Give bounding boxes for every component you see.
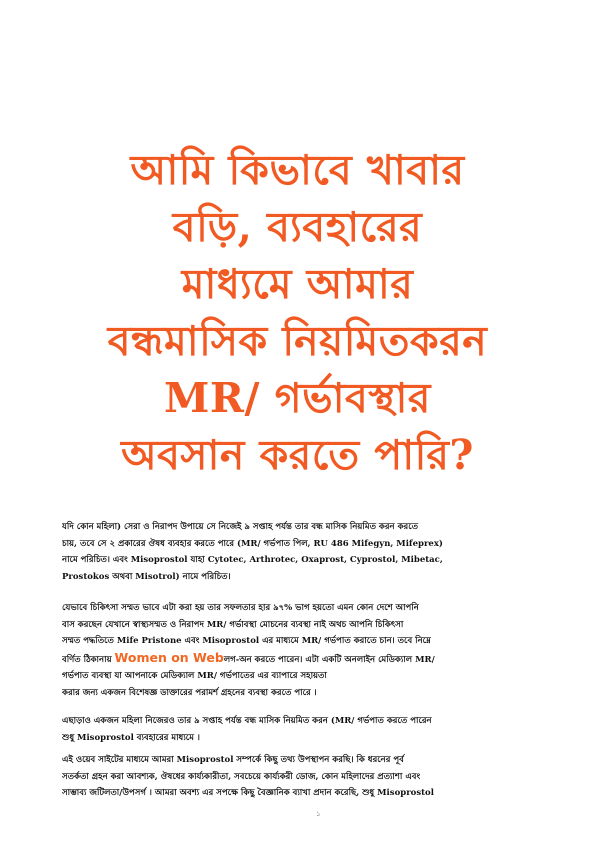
title-line: বন্ধমাসিক নিয়মিতকরন [107,317,488,365]
text-line: সম্মত পদ্ধতিতে Mife Pristone এবং Misoprostol এর মাধ্যমে MR/ গর্ভপাত করাতে চান। তবে নিম্নে [62,636,431,646]
women-on-web-link[interactable]: Women on Web [114,649,224,665]
title-line: MR/ গর্ভাবস্থার [164,374,431,422]
text-line: যদি কোন মহিলা) সেরা ও নিরাপদ উপায়ে সে নিজেই ৯ সপ্তাহ পর্যন্ত তার বন্ধ মাসিক নিয়মিত করন করতে [62,522,418,532]
paragraph-medication-intro [62,519,540,585]
text-line: এই ওয়েব সাইটের মাধ্যমে আমরা Misoprostol সম্পর্কে কিছু তথ্য উপস্থাপন করছি। কি ধরনের পূর্ব [62,755,404,765]
title-line: মাধ্যমে আমার [181,260,414,308]
title-line: আমি কিভাবে খাবার [130,146,465,194]
title-line: অবসান করতে পারি? [121,431,474,479]
title-line: বড়ি, ব্যবহারের [172,203,423,251]
text-line: নামে পরিচিত। এবং Misoprostol যাহা Cytotec, Arthrotec, Oxaprost, Cyprostol, Mibetac, [62,555,443,565]
text-segment: লগ-অন করতে পারেন। এটা একটি অনলাইন মেডিক্যাল MR/ [223,654,435,665]
text-line: চায়, তবে সে ২ প্রকারের ঔষধ ব্যবহার করতে পারে (MR/ গর্ভপাত পিল, RU 486 Mifegyn, Mifeprex) [62,538,443,549]
text-line: করার জন্য একজন বিশেষজ্ঞ ডাক্তারের পরামর্শ গ্রহনের ব্যবস্থা করতে পারে । [62,687,317,698]
text-line: শুধু Misoprostol ব্যবহারের মাধ্যমে । [62,732,200,743]
text-line: গর্ভপাত ব্যবস্থা যা আপনাকে মেডিক্যাল MR/ গর্ভপাতের এর ব্যাপারে সহায়তা [62,671,327,681]
text-line: সাম্ভাব্য জটিলতা/উপসর্গ । আমরা অবশ্য এর সপক্ষে কিছু বৈজ্ঞানিক ব্যাখা প্রদান করেছি, শুধু Misoprostol [62,788,434,798]
page-title [30,142,565,484]
text-segment: বর্ণিত ঠিকানায় [62,654,115,665]
text-line: বাস করছেন যেখানে স্বাস্থ্যসম্মত ও নিরাপদ MR/ গর্ভাবস্থা মোচনের ব্যবস্থা নাই অথচ আপনি চিকিৎসা [62,619,404,630]
page-footer-mark: ১ [316,810,321,818]
text-line: এছাড়াও একজন মহিলা নিজেরও তার ৯ সপ্তাহ পর্যন্ত বন্ধ মাসিক নিয়মিত করন (MR/ গর্ভপাত করতে পারেন [62,716,432,726]
text-line: সতর্কতা গ্রহন করা আবশ্যক, ঔষধের কার্য্যকারীতা, সবচেয়ে কার্য্যকরী ডোজ, কোন মহিলাদের প্রত্যাশা এবং [62,771,421,782]
paragraph-website-info [62,752,540,802]
paragraph-misoprostol-only [62,713,540,746]
text-line-with-link [62,650,540,669]
text-line: Prostokos অথবা Misotrol) নামে পরিচিত। [62,571,231,582]
text-line: যেভাবে চিকিৎসা সম্মত ভাবে এটা করা হয় তার সফলতার হার ৯৭% ভাগ হয়তো এমন কোন দেশে আপনি [62,603,419,613]
paragraph-women-on-web [62,600,540,701]
